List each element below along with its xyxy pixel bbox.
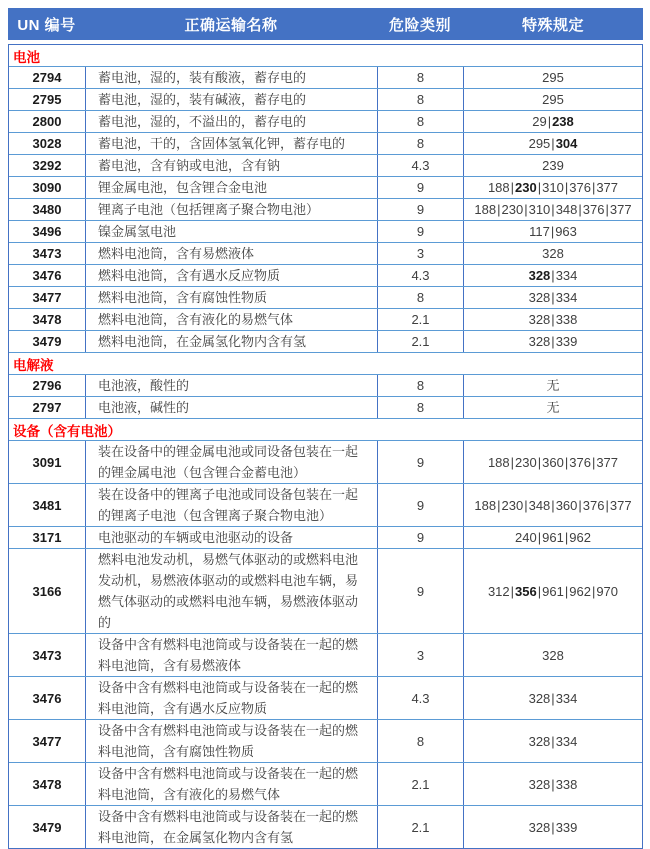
table-row: [9, 549, 642, 634]
special-provisions-cell: [464, 133, 642, 154]
sp-value: 239: [542, 158, 564, 173]
sp-value: 339: [555, 819, 578, 835]
sp-separator: |: [537, 583, 542, 599]
sp-value: 310: [542, 180, 564, 195]
table-row: [9, 763, 642, 806]
hazard-class-cell: 8: [378, 397, 464, 418]
sp-value: 962: [569, 583, 591, 599]
sp-separator: |: [497, 202, 501, 217]
sp-separator: |: [551, 290, 555, 305]
sp-value: 961: [542, 583, 564, 599]
hazard-class-cell: 8: [378, 67, 464, 88]
table-row: [9, 155, 642, 177]
sp-separator: |: [564, 454, 569, 470]
sp-separator: |: [551, 136, 555, 151]
sp-value: 230: [515, 180, 537, 195]
un-number-cell: 3478: [9, 763, 86, 805]
un-number-cell: 3171: [9, 527, 86, 548]
table-row: [9, 287, 642, 309]
table-row: [9, 221, 642, 243]
sp-separator: |: [578, 497, 582, 513]
special-provisions-cell: [464, 375, 642, 396]
shipping-name-cell: 设备中含有燃料电池筒或与设备装在一起的燃料电池筒，含有液化的易燃气体: [86, 763, 378, 805]
hazard-class-cell: 3: [378, 634, 464, 676]
un-number-cell: 2797: [9, 397, 86, 418]
special-provisions-cell: [464, 527, 642, 548]
hazard-class-cell: 8: [378, 133, 464, 154]
shipping-name-cell: 设备中含有燃料电池筒或与设备装在一起的燃料电池筒，含有遇水反应物质: [86, 677, 378, 719]
sp-value: 970: [596, 583, 619, 599]
sp-value: 377: [596, 454, 619, 470]
sp-separator: |: [605, 497, 609, 513]
sp-value: 295: [528, 136, 551, 151]
sp-value: 377: [596, 180, 619, 195]
sp-separator: |: [591, 180, 596, 195]
table-row: [9, 177, 642, 199]
special-provisions-cell: [464, 265, 642, 286]
table-row: [9, 397, 642, 419]
table-row: [9, 199, 642, 221]
un-number-cell: 3477: [9, 720, 86, 762]
shipping-name-cell: 燃料电池筒，含有腐蚀性物质: [86, 287, 378, 308]
hazard-class-cell: 8: [378, 720, 464, 762]
sp-value: 963: [555, 224, 577, 239]
special-provisions-cell: [464, 287, 642, 308]
sp-value: 356: [515, 583, 537, 599]
un-number-cell: 3477: [9, 287, 86, 308]
sp-value: 961: [542, 530, 564, 545]
sp-value: 360: [555, 497, 578, 513]
sp-separator: |: [551, 733, 555, 749]
table-row: [9, 441, 642, 484]
sp-separator: |: [537, 180, 542, 195]
special-provisions-cell: [464, 484, 642, 526]
section-title: 电池: [13, 49, 40, 65]
sp-value: 338: [555, 776, 578, 792]
sp-value: 295: [542, 70, 564, 85]
column-header-special-provisions: 特殊规定: [521, 16, 584, 34]
sp-separator: |: [551, 334, 555, 349]
special-provisions-cell: [464, 155, 642, 176]
column-header-shipping-name: 正确运输名称: [184, 16, 278, 34]
shipping-name-cell: 电池液，碱性的: [86, 397, 378, 418]
table-row: [9, 309, 642, 331]
hazard-class-cell: 9: [378, 177, 464, 198]
hazard-class-cell: 9: [378, 221, 464, 242]
section-header-row: [9, 45, 642, 67]
hazard-class-cell: 9: [378, 441, 464, 483]
special-provisions-cell: [464, 89, 642, 110]
sp-value: 334: [555, 290, 578, 305]
shipping-name-cell: 燃料电池发动机，易燃气体驱动的或燃料电池发动机，易燃液体驱动的或燃料电池车辆，易燃气体驱动的或燃料电池车辆，易燃液体驱动的: [86, 549, 378, 633]
hazard-class-cell: 9: [378, 527, 464, 548]
special-provisions-cell: [464, 720, 642, 762]
table-row: [9, 484, 642, 527]
sp-separator: |: [551, 312, 555, 327]
un-number-cell: 3496: [9, 221, 86, 242]
un-number-cell: 2795: [9, 89, 86, 110]
hazard-class-cell: 4.3: [378, 265, 464, 286]
hazard-class-cell: 2.1: [378, 309, 464, 330]
sp-value: 230: [501, 202, 524, 217]
column-header-un-number: UN 编号: [17, 16, 76, 34]
sp-separator: |: [524, 497, 528, 513]
shipping-name-cell: 电池液，酸性的: [86, 375, 378, 396]
sp-value: 310: [528, 202, 551, 217]
sp-separator: |: [578, 202, 582, 217]
sp-value: 334: [555, 690, 578, 706]
hazard-class-cell: 3: [378, 243, 464, 264]
sp-value: 339: [555, 334, 578, 349]
un-number-cell: 3478: [9, 309, 86, 330]
special-provisions-cell: [464, 199, 642, 220]
table-row: [9, 133, 642, 155]
un-number-cell: 2794: [9, 67, 86, 88]
hazard-class-cell: 9: [378, 549, 464, 633]
sp-separator: |: [564, 583, 569, 599]
sp-value: 360: [542, 454, 564, 470]
sp-value: 348: [555, 202, 578, 217]
hazard-class-cell: 2.1: [378, 763, 464, 805]
sp-separator: |: [605, 202, 609, 217]
hazard-class-cell: 8: [378, 89, 464, 110]
special-provisions-cell: [464, 763, 642, 805]
hazard-class-cell: 8: [378, 287, 464, 308]
hazard-class-cell: 9: [378, 484, 464, 526]
shipping-name-cell: 蓄电池，湿的，装有碱液，蓄存电的: [86, 89, 378, 110]
un-number-cell: 3481: [9, 484, 86, 526]
sp-value: 188: [474, 202, 497, 217]
table-row: [9, 720, 642, 763]
sp-separator: |: [537, 530, 542, 545]
sp-value: 188: [487, 454, 510, 470]
sp-value: 188: [474, 497, 497, 513]
sp-value: 334: [555, 733, 578, 749]
sp-separator: |: [551, 776, 555, 792]
sp-separator: |: [547, 114, 552, 129]
table-body: [8, 44, 643, 849]
un-number-cell: 3473: [9, 634, 86, 676]
sp-value: 377: [609, 202, 632, 217]
special-provisions-cell: [464, 677, 642, 719]
un-number-cell: 3091: [9, 441, 86, 483]
special-provisions-cell: [464, 331, 642, 352]
section-title: 电解液: [13, 357, 54, 373]
sp-value: 240: [515, 530, 537, 545]
sp-value: 348: [528, 497, 551, 513]
table-row: [9, 677, 642, 720]
sp-value: 328: [528, 819, 551, 835]
sp-separator: |: [591, 583, 596, 599]
shipping-name-cell: 蓄电池，含有钠或电池，含有钠: [86, 155, 378, 176]
sp-value: 334: [555, 268, 578, 283]
sp-value: 312: [487, 583, 510, 599]
sp-value: 230: [501, 497, 524, 513]
sp-separator: |: [551, 819, 555, 835]
table-row: [9, 527, 642, 549]
special-provisions-cell: [464, 243, 642, 264]
special-provisions-cell: [464, 221, 642, 242]
special-provisions-cell: [464, 806, 642, 848]
shipping-name-cell: 燃料电池筒，在金属氢化物内含有氢: [86, 331, 378, 352]
shipping-name-cell: 蓄电池，干的，含固体氢氧化钾，蓄存电的: [86, 133, 378, 154]
shipping-name-cell: 镍金属氢电池: [86, 221, 378, 242]
sp-value: 328: [528, 312, 551, 327]
special-provisions-cell: [464, 634, 642, 676]
section-header-row: [9, 353, 642, 375]
shipping-name-cell: 装在设备中的锂离子电池或同设备包装在一起的锂离子电池（包含锂离子聚合物电池）: [86, 484, 378, 526]
sp-value: 328: [542, 647, 564, 663]
sp-value: 376: [582, 202, 605, 217]
hazard-class-cell: 8: [378, 375, 464, 396]
sp-separator: |: [497, 497, 501, 513]
shipping-name-cell: 燃料电池筒，含有液化的易燃气体: [86, 309, 378, 330]
column-header-hazard-class: 危险类别: [388, 16, 451, 34]
sp-separator: |: [591, 454, 596, 470]
shipping-name-cell: 设备中含有燃料电池筒或与设备装在一起的燃料电池筒，含有腐蚀性物质: [86, 720, 378, 762]
sp-separator: |: [551, 497, 555, 513]
shipping-name-cell: 燃料电池筒，含有遇水反应物质: [86, 265, 378, 286]
sp-value: 328: [528, 776, 551, 792]
sp-value: 376: [569, 180, 591, 195]
un-number-cell: 3090: [9, 177, 86, 198]
table-row: [9, 243, 642, 265]
sp-separator: |: [524, 202, 528, 217]
sp-value: 328: [528, 268, 551, 283]
shipping-name-cell: 锂金属电池，包含锂合金电池: [86, 177, 378, 198]
hazard-class-cell: 2.1: [378, 806, 464, 848]
shipping-name-cell: 设备中含有燃料电池筒或与设备装在一起的燃料电池筒，含有易燃液体: [86, 634, 378, 676]
sp-value: 295: [542, 92, 564, 107]
table-row: [9, 331, 642, 353]
special-provisions-cell: [464, 177, 642, 198]
sp-separator: |: [551, 268, 555, 283]
shipping-name-cell: 装在设备中的锂金属电池或同设备包装在一起的锂金属电池（包含锂合金蓄电池）: [86, 441, 378, 483]
special-provisions-cell: [464, 441, 642, 483]
shipping-name-cell: 电池驱动的车辆或电池驱动的设备: [86, 527, 378, 548]
shipping-name-cell: 设备中含有燃料电池筒或与设备装在一起的燃料电池筒，在金属氢化物内含有氢: [86, 806, 378, 848]
un-number-cell: 3479: [9, 331, 86, 352]
table-header-row: [8, 8, 643, 40]
sp-value: 117: [529, 224, 550, 239]
un-number-cell: 3028: [9, 133, 86, 154]
sp-value: 304: [555, 136, 578, 151]
sp-value: 188: [487, 180, 510, 195]
un-number-cell: 3292: [9, 155, 86, 176]
hazard-class-cell: 4.3: [378, 155, 464, 176]
sp-value: 无: [546, 400, 560, 415]
table-row: [9, 375, 642, 397]
un-number-cell: 3476: [9, 265, 86, 286]
un-number-cell: 3166: [9, 549, 86, 633]
sp-value: 328: [528, 733, 551, 749]
un-number-cell: 2796: [9, 375, 86, 396]
section-header-row: [9, 419, 642, 441]
sp-separator: |: [510, 583, 515, 599]
un-number-cell: 2800: [9, 111, 86, 132]
hazard-class-cell: 9: [378, 199, 464, 220]
section-title: 设备（含有电池）: [13, 423, 121, 439]
table-row: [9, 806, 642, 848]
special-provisions-cell: [464, 111, 642, 132]
sp-value: 328: [542, 246, 564, 261]
sp-separator: |: [550, 224, 555, 239]
special-provisions-cell: [464, 309, 642, 330]
sp-value: 962: [569, 530, 591, 545]
sp-separator: |: [537, 454, 542, 470]
un-number-cell: 3479: [9, 806, 86, 848]
hazard-class-cell: 2.1: [378, 331, 464, 352]
special-provisions-cell: [464, 397, 642, 418]
hazard-class-cell: 8: [378, 111, 464, 132]
sp-value: 238: [552, 114, 574, 129]
sp-separator: |: [551, 202, 555, 217]
sp-value: 230: [515, 454, 537, 470]
sp-value: 338: [555, 312, 578, 327]
table-row: [9, 111, 642, 133]
table-row: [9, 265, 642, 287]
sp-value: 376: [582, 497, 605, 513]
sp-value: 328: [528, 334, 551, 349]
shipping-name-cell: 蓄电池，湿的，装有酸液，蓄存电的: [86, 67, 378, 88]
table-row: [9, 634, 642, 677]
table-row: [9, 67, 642, 89]
shipping-name-cell: 燃料电池筒，含有易燃液体: [86, 243, 378, 264]
special-provisions-cell: [464, 549, 642, 633]
sp-separator: |: [564, 180, 569, 195]
sp-value: 无: [546, 378, 560, 393]
un-number-cell: 3476: [9, 677, 86, 719]
sp-value: 328: [528, 690, 551, 706]
sp-separator: |: [510, 180, 515, 195]
un-number-cell: 3480: [9, 199, 86, 220]
sp-value: 376: [569, 454, 591, 470]
shipping-name-cell: 蓄电池，湿的，不溢出的，蓄存电的: [86, 111, 378, 132]
sp-separator: |: [551, 690, 555, 706]
table-row: [9, 89, 642, 111]
sp-value: 328: [528, 290, 551, 305]
sp-separator: |: [510, 454, 515, 470]
shipping-name-cell: 锂离子电池（包括锂离子聚合物电池）: [86, 199, 378, 220]
sp-value: 377: [609, 497, 632, 513]
hazard-class-cell: 4.3: [378, 677, 464, 719]
sp-separator: |: [564, 530, 569, 545]
sp-value: 29: [532, 114, 547, 129]
un-number-cell: 3473: [9, 243, 86, 264]
special-provisions-cell: [464, 67, 642, 88]
